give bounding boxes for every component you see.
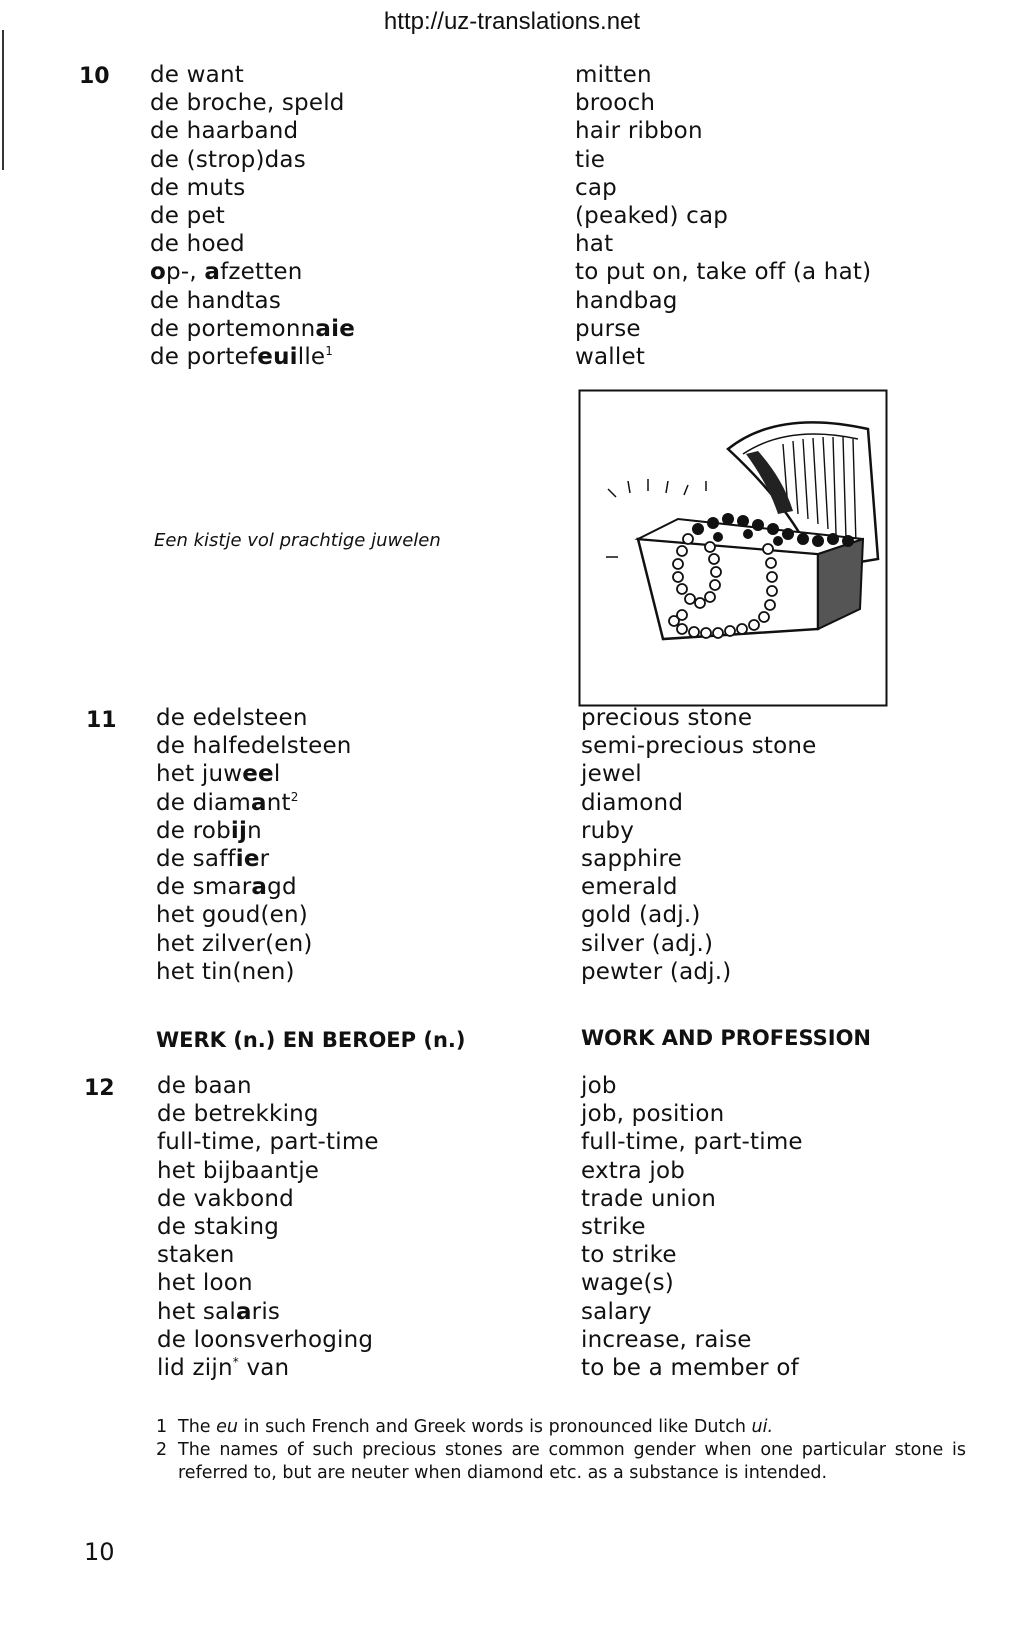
dutch-term	[157, 1269, 379, 1297]
stress-mark: ij	[230, 817, 248, 844]
dutch-term	[150, 230, 355, 258]
section12-english-column	[581, 1072, 803, 1382]
term-text: de loonsverhoging	[157, 1326, 374, 1353]
section-number-12: 12	[84, 1076, 115, 1101]
english-translation: salary	[581, 1298, 652, 1325]
dutch-term	[150, 146, 355, 174]
english-translation: extra job	[581, 1157, 686, 1184]
term-text: de pet	[150, 202, 226, 229]
section11-english-column	[581, 704, 817, 986]
dutch-term	[157, 1298, 379, 1326]
dutch-term	[157, 1100, 379, 1128]
dutch-term	[150, 89, 355, 117]
english-translation: pewter (adj.)	[581, 958, 732, 985]
term-text: de betrekking	[157, 1101, 319, 1128]
footnote-number: 1	[156, 1417, 168, 1437]
dutch-term	[157, 1354, 379, 1382]
page-number: 10	[84, 1538, 115, 1566]
dutch-term	[157, 1185, 379, 1213]
term-text: de rob	[156, 817, 231, 844]
english-translation: sapphire	[581, 845, 682, 872]
english-translation: semi-precious stone	[581, 733, 817, 760]
footnote	[156, 1416, 966, 1439]
english-translation: hat	[575, 231, 614, 258]
term-text: de portef	[150, 343, 258, 370]
term-text: p-,	[166, 259, 205, 286]
footnote-text-part: The	[178, 1417, 217, 1437]
footnote-marker: 2	[290, 789, 299, 804]
footnote	[156, 1439, 966, 1485]
scan-edge-mark	[2, 30, 4, 170]
illustration-caption: Een kistje vol prachtige juwelen	[154, 530, 441, 551]
english-translation: purse	[575, 315, 641, 342]
english-translation: hair ribbon	[575, 118, 703, 145]
section10-english-column	[575, 61, 871, 371]
stress-mark: ie	[235, 845, 260, 872]
english-translation: gold (adj.)	[581, 902, 701, 929]
term-text: r	[259, 845, 270, 872]
dutch-term	[156, 901, 352, 929]
dutch-term	[156, 732, 352, 760]
english-translation: (peaked) cap	[575, 202, 729, 229]
english-translation: to be a member of	[581, 1354, 799, 1381]
dutch-term	[157, 1157, 379, 1185]
term-text: het bijbaantje	[157, 1157, 320, 1184]
dutch-term	[157, 1072, 379, 1100]
stress-mark: ee	[242, 761, 274, 788]
stress-mark: eui	[257, 343, 298, 370]
dutch-term	[150, 315, 355, 343]
heading-dutch: WERK (n.) EN BEROEP (n.)	[156, 1028, 466, 1052]
english-translation: diamond	[581, 789, 684, 816]
term-text: full-time, part-time	[157, 1129, 379, 1156]
footnote-text-part: in such French and Greek words is pronounced like Dutch	[237, 1417, 752, 1437]
english-translation: to put on, take off (a hat)	[575, 259, 872, 286]
dutch-term	[156, 789, 352, 817]
term-text: de (strop)das	[150, 146, 306, 173]
english-translation: mitten	[575, 62, 652, 88]
footnote-text-part: The names of such precious stones are common gender when one particular stone is referred to, but are neuter when diamond etc. as a substance is intended.	[178, 1440, 966, 1483]
term-text: het sal	[157, 1298, 236, 1325]
dutch-term	[157, 1241, 379, 1269]
english-translation: brooch	[575, 90, 656, 117]
term-text: het juw	[156, 761, 243, 788]
dutch-term	[150, 174, 355, 202]
dutch-term	[150, 202, 355, 230]
term-text: de hoed	[150, 231, 245, 258]
footnote-text	[178, 1416, 773, 1439]
term-text: de vakbond	[157, 1185, 294, 1212]
english-translation: increase, raise	[581, 1326, 752, 1353]
dutch-term	[156, 817, 352, 845]
term-text: lid zijn	[157, 1354, 233, 1381]
dutch-term	[156, 760, 352, 788]
section11-dutch-column	[156, 704, 352, 986]
jewelry-box-illustration	[578, 389, 888, 707]
section12-dutch-column	[157, 1072, 379, 1382]
english-translation: job, position	[581, 1101, 725, 1128]
english-translation: precious stone	[581, 705, 753, 731]
section-number-10: 10	[79, 64, 110, 89]
term-text: de smar	[156, 874, 252, 901]
term-text: de baan	[157, 1073, 252, 1099]
footnote-text	[178, 1439, 966, 1485]
term-text: gd	[267, 874, 297, 901]
dutch-term	[150, 61, 355, 89]
term-text: de haarband	[150, 118, 299, 145]
dutch-term	[157, 1326, 379, 1354]
term-text: de broche, speld	[150, 90, 345, 117]
term-text: l	[273, 761, 281, 788]
term-text: nt	[266, 789, 291, 816]
term-text: de want	[150, 62, 244, 88]
section10-dutch-column	[150, 61, 355, 371]
term-text: de handtas	[150, 287, 282, 314]
stress-mark: aie	[315, 315, 355, 342]
term-text: de edelsteen	[156, 705, 308, 731]
english-translation: strike	[581, 1213, 646, 1240]
term-text: de saff	[156, 845, 236, 872]
english-translation: emerald	[581, 874, 678, 901]
stress-mark: a	[204, 259, 221, 286]
term-text: staken	[157, 1242, 235, 1269]
footnote-text-part: ui.	[751, 1417, 774, 1437]
dutch-term	[157, 1128, 379, 1156]
term-text: fzetten	[220, 259, 303, 286]
term-text: van	[238, 1354, 290, 1381]
footnote-number: 2	[156, 1440, 168, 1460]
stress-mark: a	[251, 874, 268, 901]
stress-mark: a	[235, 1298, 252, 1325]
dutch-term	[150, 117, 355, 145]
dutch-term	[156, 930, 352, 958]
english-translation: silver (adj.)	[581, 930, 714, 957]
term-text: de halfedelsteen	[156, 733, 352, 760]
term-text: de muts	[150, 174, 246, 201]
english-translation: cap	[575, 174, 617, 201]
dutch-term	[156, 958, 352, 986]
term-text: n	[247, 817, 262, 844]
english-translation: ruby	[581, 817, 635, 844]
term-text: het goud(en)	[156, 902, 308, 929]
dutch-term	[156, 873, 352, 901]
term-text: de staking	[157, 1213, 280, 1240]
stress-mark: a	[250, 789, 267, 816]
jewelry-box-icon	[578, 389, 888, 707]
stress-mark: o	[150, 259, 167, 286]
term-text: het zilver(en)	[156, 930, 313, 957]
english-translation: wage(s)	[581, 1270, 674, 1297]
dutch-term	[156, 704, 352, 732]
term-text: het loon	[157, 1270, 253, 1297]
footnote-text-part: eu	[216, 1417, 238, 1437]
english-translation: to strike	[581, 1242, 677, 1269]
english-translation: tie	[575, 146, 606, 173]
footnotes	[156, 1416, 966, 1485]
english-translation: trade union	[581, 1185, 717, 1212]
dutch-term	[150, 258, 355, 286]
section-number-11: 11	[86, 708, 117, 733]
dutch-term	[150, 287, 355, 315]
english-translation: handbag	[575, 287, 678, 314]
term-text: de diam	[156, 789, 251, 816]
term-text: het tin(nen)	[156, 958, 295, 985]
dutch-term	[156, 845, 352, 873]
english-translation: jewel	[581, 761, 642, 788]
footnote-marker: 1	[325, 343, 334, 358]
header-url[interactable]: http://uz-translations.net	[383, 8, 641, 35]
footnote-marker: *	[232, 1354, 239, 1369]
english-translation: full-time, part-time	[581, 1129, 803, 1156]
term-text: de portemonn	[150, 315, 316, 342]
dutch-term	[157, 1213, 379, 1241]
heading-english: WORK AND PROFESSION	[581, 1026, 871, 1050]
english-translation: wallet	[575, 343, 646, 370]
term-text: lle	[297, 343, 326, 370]
dutch-term	[150, 343, 355, 371]
term-text: ris	[251, 1298, 281, 1325]
english-translation: job	[581, 1073, 617, 1099]
